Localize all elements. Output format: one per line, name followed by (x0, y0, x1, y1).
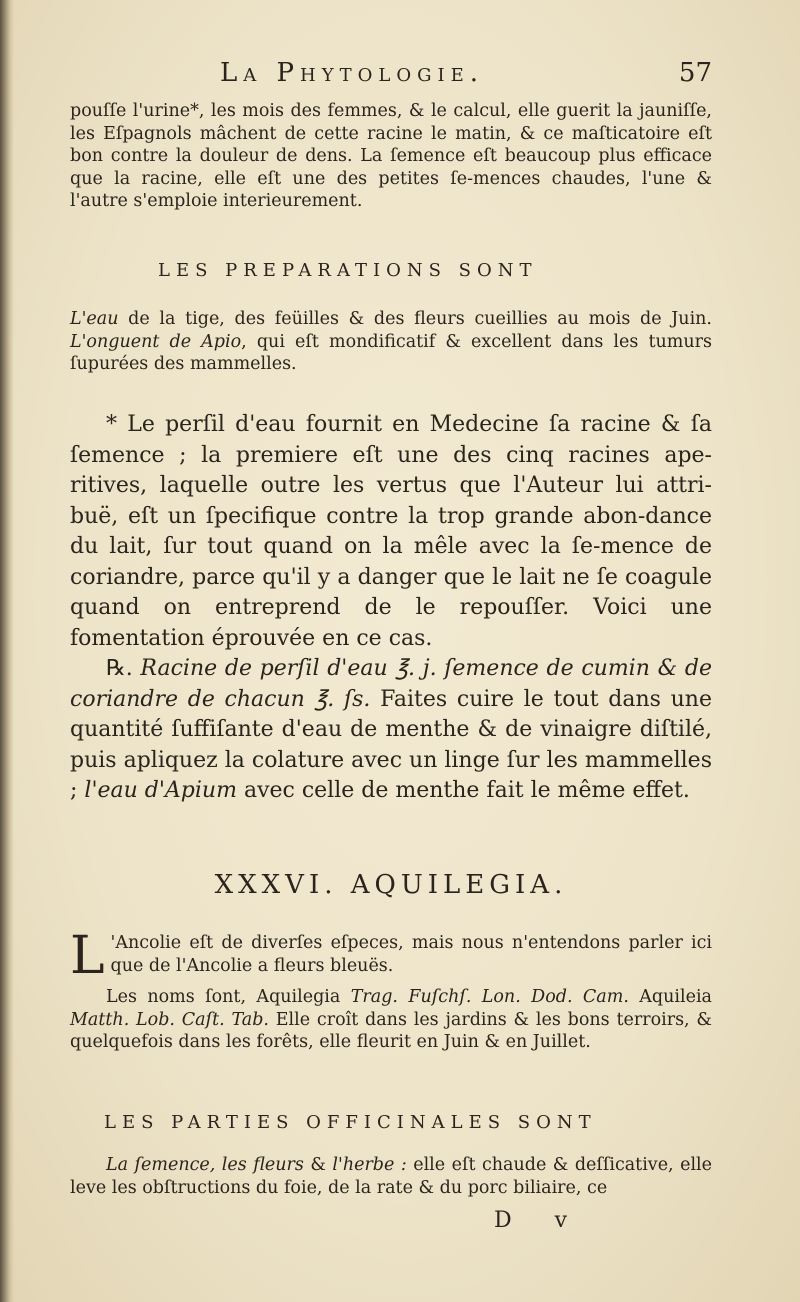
preparations-italic-2: L'onguent de Apio (70, 331, 242, 352)
noms-text-2: Aquileia (628, 987, 712, 1007)
paragraph-noms (70, 986, 712, 1054)
recipe-text-1: Faites cuire le tout dans une quantité ſuffiſante d'eau de menthe & de vinaigre diſtilé, puis apliquez la colature avec un linge ſur les mammelles ; (70, 686, 712, 803)
noms-italic-1: Trag. Fuſchſ. Lon. Dod. Cam. (350, 987, 629, 1007)
preparations-text-2: , qui eſt mondificatif & excellent dans les tumurs ſupurées des mammelles. (70, 331, 712, 374)
recipe-symbol: ℞. (106, 656, 141, 681)
paragraph-preparations (70, 308, 712, 376)
paragraph-intro (70, 100, 712, 213)
preparations-text-1: de la tige, des feüilles & des fleurs cueillies au mois de Juin. (118, 309, 712, 329)
section-heading-parties: LES PARTIES OFFICINALES SONT (104, 1112, 597, 1133)
parties-text-1: & (303, 1155, 333, 1175)
recipe-italic-1: Racine de perſil d'eau ℥. j. ſemence de cumin & de coriandre de chacun ℥. ſs. (70, 656, 712, 712)
parties-italic-1: La ſemence, les fleurs (106, 1155, 304, 1175)
noms-italic-2: Matth. Lob. Caſt. Tab. (70, 1009, 269, 1030)
noms-text-3: Elle croît dans les jardins & les bons terroirs, & quelquefois dans les forêts, elle fleurit en Juin & en Juillet. (70, 1009, 712, 1052)
drop-cap: L (70, 926, 105, 986)
footnote-persil (70, 410, 712, 807)
paragraph-intro-text: pouſſe l'urine*, les mois des femmes, & le calcul, elle guerit la jauniſſe, les Eſpagnols mâchent de cette racine le matin, & ce maſticatoire eſt bon contre la douleur de dens. La ſemence eſt beaucoup plus efficace que la racine, elle eſt une des petites ſe-mences chaudes, l'une & l'autre s'emploie interieurement. (70, 101, 712, 211)
signature-mark: D v (494, 1208, 586, 1233)
parties-text-2: elle eſt chaude & deſſicative, elle leve les obſtructions du foie, de la rate & du porc biliaire, ce (70, 1155, 713, 1198)
parties-italic-2: l'herbe : (332, 1155, 407, 1175)
preparations-italic-1: L'eau (70, 309, 119, 329)
ancolie-text: 'Ancolie eſt de diverſes eſpeces, mais nous n'entendons parler ici que de l'Ancolie a fleurs bleuës. (110, 933, 712, 976)
paragraph-parties (70, 1154, 712, 1199)
recipe-italic-2: l'eau d'Apium (84, 778, 237, 803)
noms-text-1: Les noms ſont, Aquilegia (106, 987, 351, 1007)
paragraph-ancolie (70, 926, 712, 986)
running-header (70, 58, 712, 98)
running-title: La Phytologie. (220, 58, 484, 88)
book-spine-shadow (0, 0, 14, 1302)
page-number: 57 (678, 58, 712, 88)
section-heading-preparations: LES PREPARATIONS SONT (158, 260, 538, 281)
footnote-text: * Le perſil d'eau fournit en Medecine ſa racine & ſa ſemence ; la premiere eſt une des cinq racines ape-ritives, laquelle outre les vertus que l'Auteur lui attri-buë, eſt un ſpecifique contre la trop grande abon-dance du lait, ſur tout quand on la mêle avec la ſe-mence de coriandre, parce qu'il y a danger que le lait ne ſe coagule quand on entreprend de le repouſſer. Voici une fomentation éprouvée en ce cas. (70, 412, 712, 651)
recipe-text-2: avec celle de menthe fait le même effet. (236, 778, 690, 803)
chapter-title: XXXVI. AQUILEGIA. (214, 870, 568, 900)
